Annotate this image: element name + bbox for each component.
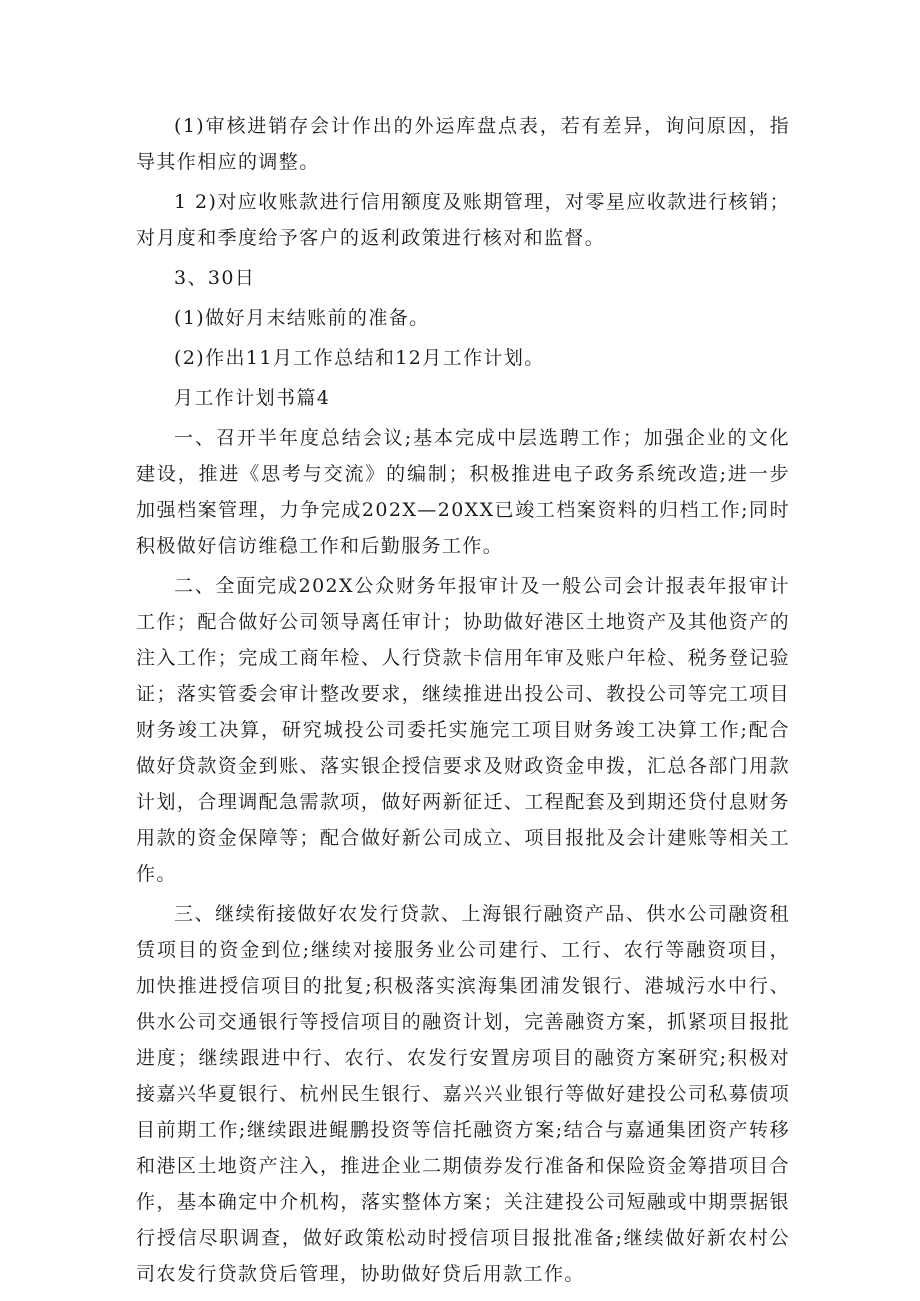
paragraph-day-30: 3、30日 bbox=[174, 267, 256, 289]
paragraph-item-one: 一、召开半年度总结会议;基本完成中层选聘工作；加强企业的文化建设，推进《思考与交流》的编制；积极推进电子政务系统改造;进一步加强档案管理，力争完成202X—20XX已竣工档案资料的归档工作;同时积极做好信访维稳工作和后勤服务工作。 bbox=[136, 427, 790, 557]
paragraph-item-three: 三、继续衔接做好农发行贷款、上海银行融资产品、供水公司融资租赁项目的资金到位;继续对接服务业公司建行、工行、农行等融资项目，加快推进授信项目的批复;积极落实滨海集团浦发银行、港城污水中行、供水公司交通银行等授信项目的融资计划，完善融资方案，抓紧项目报批进度；继续跟进中行、农行、农发行安置房项目的融资方案研究;积极对接嘉兴华夏银行、杭州民生银行、嘉兴兴业银行等做好建投公司私募债项目前期工作;继续跟进鲲鹏投资等信托融资方案;结合与嘉通集团资产转移和港区土地资产注入，推进企业二期债券发行准备和保险资金筹措项目合作，基本确定中介机构，落实整体方案；关注建投公司短融或中期票据银行授信尽职调查，做好政策松动时授信项目报批准备;继续做好新农村公司农发行贷款贷后管理，协助做好贷后用款工作。 bbox=[136, 903, 790, 1285]
paragraph-receivables: 1 2)对应收账款进行信用额度及账期管理，对零星应收款进行核销；对月度和季度给予客户的返利政策进行核对和监督。 bbox=[136, 191, 790, 249]
paragraph-audit-inventory: (1)审核进销存会计作出的外运库盘点表，若有差异，询问原因，指导其作相应的调整。 bbox=[136, 115, 790, 173]
paragraph-item-two: 二、全面完成202X公众财务年报审计及一般公司会计报表年报审计工作；配合做好公司领导离任审计；协助做好港区土地资产及其他资产的注入工作；完成工商年检、人行贷款卡信用年审及账户年检、税务登记验证；落实管委会审计整改要求，继续推进出投公司、教投公司等完工项目财务竣工决算，研究城投公司委托实施完工项目财务竣工决算工作;配合做好贷款资金到账、落实银企授信要求及财政资金申拨，汇总各部门用款计划，合理调配急需款项，做好两新征迁、工程配套及到期还贷付息财务用款的资金保障等；配合做好新公司成立、项目报批及会计建账等相关工作。 bbox=[136, 575, 790, 885]
paragraph-month-end: (1)做好月末结账前的准备。 bbox=[174, 307, 430, 329]
section-heading: 月工作计划书篇4 bbox=[174, 387, 331, 409]
paragraph-summary-plan: (2)作出11月工作总结和12月工作计划。 bbox=[174, 347, 545, 369]
document-body bbox=[136, 108, 790, 1292]
